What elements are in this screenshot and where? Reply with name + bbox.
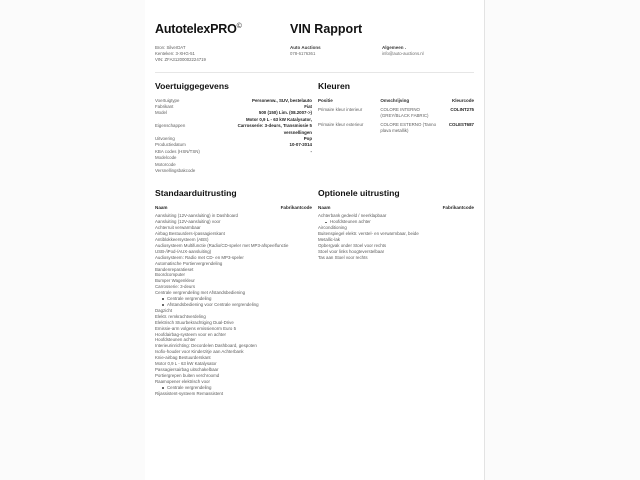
sublist-item: Centrale vergrendeling <box>162 385 312 391</box>
list-item: Hoofdsteunen achter <box>155 337 196 343</box>
list-item-sublist <box>318 219 474 225</box>
brand-name: AutotelexPRO <box>155 22 237 36</box>
list-item: Airbag Bestuurders-/passagierskant <box>155 231 225 237</box>
list-item: Bumper Wagenkleur <box>155 278 195 284</box>
table-row <box>318 107 474 122</box>
list-item: Raamopener elektrisch voor <box>155 378 210 384</box>
colors-table-head <box>318 98 474 107</box>
vehicle-data-section <box>155 81 318 175</box>
sublist-item: Afstandsbediening voor Centrale vergrendeling <box>162 302 312 308</box>
label-modelcode: Modelcode <box>155 155 177 161</box>
contact-block <box>290 45 474 57</box>
value-fabrikant: Fiat <box>304 104 312 110</box>
label-motorcode: Motorcode <box>155 161 176 167</box>
list-item: Audiosysteem: Radio met CD- en MP3-speler <box>155 254 244 260</box>
cell-omschrijving: COLORE INTERNO (GREY/BLACK FABRIC) <box>380 106 429 118</box>
vehicle-data-labels <box>155 98 233 175</box>
list-item: Metallic-lak <box>318 237 340 242</box>
standard-equipment-header <box>155 205 312 210</box>
label-voertuigtype: Voertuigtype <box>155 97 180 103</box>
cell-omschrijving: COLORE ESTERNO (Tanno plava metallik) <box>380 121 437 133</box>
contact-item <box>382 45 474 57</box>
vehicle-and-colors-row <box>155 81 474 175</box>
colors-header-row <box>318 98 474 107</box>
colors-header-kleurcode: Kleurcode <box>451 97 474 103</box>
list-item: Portiergrepen buiten verchroomd <box>155 372 220 378</box>
optional-equipment-section <box>318 188 474 396</box>
table-row <box>318 122 474 137</box>
list-item: Achterbank gedeeld / neerklapbaar <box>318 213 387 219</box>
list-item: Achterruit verwarmbaar <box>155 225 201 231</box>
vehicle-data-table <box>155 98 312 175</box>
report-title: VIN Rapport <box>290 22 363 36</box>
optional-equipment-header-name: Naam <box>318 205 331 211</box>
document-sheet <box>145 0 485 480</box>
label-uitvoering: Uitvoering <box>155 135 175 141</box>
list-item: Tas aan Stoel voor rechts <box>318 254 368 260</box>
list-item: Emissie-arm volgens emissienorm Euro 5 <box>155 325 237 331</box>
document-header <box>155 22 474 64</box>
value-kba-codes: - <box>310 148 312 154</box>
copyright-mark: © <box>236 22 242 30</box>
standard-equipment-header-code: Fabrikantcode <box>280 205 312 211</box>
list-item-sublist <box>155 385 312 391</box>
colors-table <box>318 98 474 137</box>
cell-positie: Primaire kleur exterieur <box>318 121 364 127</box>
cell-kleurcode: COLINT275 <box>450 106 474 112</box>
header-divider <box>155 72 474 73</box>
value-versnellingsbakcode <box>233 168 312 174</box>
page-title <box>155 22 290 36</box>
list-item: Carrosserie: 3-deurs <box>155 284 196 290</box>
label-versnellingsbakcode: Versnellingsbakcode <box>155 167 196 173</box>
optional-equipment-header <box>318 205 474 210</box>
colors-header-positie: Positie <box>318 97 333 103</box>
standard-equipment-section <box>155 188 318 396</box>
list-item: Dagzicht <box>155 307 173 313</box>
list-item: Antiblokkeersysteem (ABS) <box>155 237 209 242</box>
list-item-sublist <box>155 296 312 308</box>
list-item: Elektrisch Stuurbekrachtiging Dual-Drive <box>155 319 234 325</box>
cell-positie: Primaire kleur interieur <box>318 106 363 112</box>
list-item: Centrale vergrendeling met Afstandsbediening <box>155 290 246 296</box>
contact-name: Algemeen . <box>382 45 407 50</box>
value-voertuigtype: Personenw., SUV, bestelauto <box>252 97 312 103</box>
colors-section <box>318 81 474 175</box>
list-item: Elektr. remkrachtverdeling <box>155 313 206 319</box>
contact-value: 078-6176361 <box>290 51 316 57</box>
label-eigenschappen: Eigenschappen <box>155 123 186 129</box>
vehicle-data-values <box>233 98 312 175</box>
label-kba-codes: KBA codes (HSN/TSN) <box>155 148 200 154</box>
colors-heading: Kleuren <box>318 80 350 91</box>
license-plate-line: Kenteken: 3-XHG-51 <box>155 51 195 57</box>
label-productiedatum: Productiedatum <box>155 142 186 148</box>
value-productiedatum: 10-07-2014 <box>289 142 312 148</box>
value-uitvoering: Pop <box>303 136 312 142</box>
sublist-item: Centrale vergrendeling <box>162 296 312 302</box>
list-item: Buitenspiegel elektr. verstel- en verwarmbaar, beide <box>318 231 419 237</box>
list-item: Stoel voor links hoogteverstelbaar <box>318 248 385 254</box>
optional-equipment-heading: Optionele uitrusting <box>318 188 400 199</box>
list-item: Motor 0,9 L - 63 kW Katalysator <box>155 361 217 367</box>
optional-equipment-header-code: Fabrikantcode <box>442 205 474 211</box>
list-item: Rijassistent-systeem Remassistent <box>155 390 224 396</box>
list-item: Aansluiting (12V-aansluiting) voor <box>155 219 221 225</box>
source-line: Bron: SilverDAT <box>155 45 186 50</box>
header-right-block <box>290 22 474 57</box>
colors-table-body <box>318 107 474 137</box>
list-item: Audiosysteem Multifunctie (Radio/CD-speler met MP3-afspeelfunctie USB-/iPod-/AUX-aansluiting) <box>155 242 289 254</box>
list-item: Aansluiting (12V-aansluiting) in Dashboard <box>155 213 238 219</box>
list-item: Airconditioning <box>318 225 347 231</box>
list-item: Passagiersairbag uitschakelbaar <box>155 366 219 372</box>
vin-line: VIN: ZFA31200002224719 <box>155 57 206 63</box>
optional-equipment-list <box>318 213 474 260</box>
colors-header-omschrijving: Omschrijving <box>380 97 410 103</box>
cell-kleurcode: COLEST687 <box>448 121 474 127</box>
list-item: Interieurinrichting: Decordelen Dashboard, gespoten <box>155 343 257 349</box>
contact-email: info@auto-auctions.nl <box>382 51 424 57</box>
standard-equipment-header-name: Naam <box>155 205 168 211</box>
list-item: Knie-airbag Bestuurderskant <box>155 355 211 361</box>
list-item: Hoofdairbag-systeem voor en achter <box>155 331 227 337</box>
list-item: Opbergvak onder Stoel voor rechts <box>318 242 387 248</box>
list-item: Boordcomputer <box>155 272 186 278</box>
contact-item <box>290 45 382 57</box>
value-eigenschappen: Motor 0,9 L - 63 kW Katalysator, Carrosserie: 3-deurs, Transmissie 5 versnellingen <box>237 116 312 135</box>
equipment-row <box>155 188 474 396</box>
list-item: Bandenreparatieset <box>155 266 194 272</box>
value-model: 500 (150) Lim. (08.2007->) <box>258 110 312 116</box>
list-item: Automatische Portiervergrendeling <box>155 260 223 266</box>
label-fabrikant: Fabrikant <box>155 104 174 109</box>
standard-equipment-heading: Standaarduitrusting <box>155 188 237 199</box>
vehicle-data-heading: Voertuiggegevens <box>155 80 229 91</box>
label-model: Model <box>155 110 167 116</box>
contact-name: Auto Auctions <box>290 45 321 50</box>
header-left-block <box>155 22 290 64</box>
list-item: Isofix-houder voor Kinderzitje aan Achterbank <box>155 349 244 355</box>
sublist-item: Hoofdsteunen achter <box>325 219 474 225</box>
standard-equipment-list <box>155 213 312 396</box>
